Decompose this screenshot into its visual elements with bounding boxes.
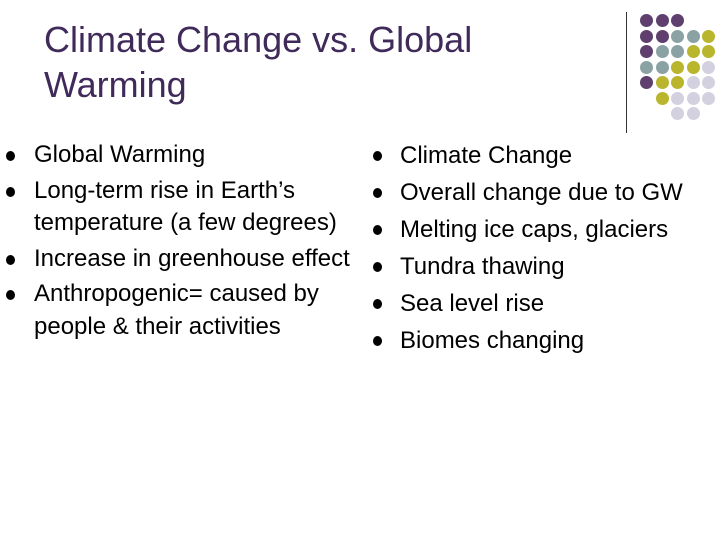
decorative-dot — [687, 92, 700, 105]
decorative-dot — [671, 14, 684, 27]
list-item-text: Overall change due to GW — [400, 179, 683, 206]
list-item-text: Tundra thawing — [400, 253, 565, 280]
decorative-dot — [671, 30, 684, 43]
decorative-dot — [656, 30, 669, 43]
list-item — [400, 250, 720, 283]
decorative-dot — [702, 92, 715, 105]
list-item-text: Anthropogenic= caused by people & their activities — [34, 280, 319, 340]
decorative-dot — [687, 107, 700, 120]
list-item — [400, 176, 720, 209]
bullet-icon — [373, 262, 382, 272]
decorative-dot — [687, 30, 700, 43]
list-item-text: Melting ice caps, glaciers — [400, 216, 669, 243]
decorative-dot — [702, 45, 715, 58]
bullet-icon — [373, 225, 382, 235]
decorative-dot — [656, 14, 669, 27]
list-item — [400, 139, 720, 172]
decorative-dot — [687, 45, 700, 58]
decorative-dot — [702, 61, 715, 74]
list-item — [400, 287, 720, 320]
list-item-text: Long-term rise in Earth’s temperature (a few degrees) — [34, 176, 337, 236]
bullet-icon — [6, 151, 15, 161]
decorative-dot — [702, 30, 715, 43]
list-item-text: Global Warming — [34, 141, 206, 168]
bullet-icon — [6, 255, 15, 265]
decorative-dot — [671, 76, 684, 89]
list-item-text: Climate Change — [400, 142, 573, 169]
bullet-icon — [6, 187, 15, 197]
bullet-icon — [373, 151, 382, 161]
bullet-icon — [6, 290, 15, 300]
decorative-dot — [671, 107, 684, 120]
list-item-text: Sea level rise — [400, 290, 545, 317]
title-divider — [626, 12, 627, 133]
decorative-dot — [640, 76, 653, 89]
list-item-text: Increase in greenhouse effect — [34, 244, 350, 272]
list-item — [400, 324, 720, 357]
list-item — [400, 213, 720, 246]
global-warming-list — [34, 139, 354, 346]
bullet-icon — [373, 336, 382, 346]
decorative-dot — [656, 76, 669, 89]
list-item — [34, 278, 354, 343]
list-item — [34, 139, 354, 172]
list-item — [34, 175, 354, 240]
bullet-icon — [373, 299, 382, 309]
decorative-dot — [671, 92, 684, 105]
decorative-dot — [656, 61, 669, 74]
list-item — [34, 243, 354, 276]
decorative-dot — [671, 61, 684, 74]
decorative-dot — [640, 45, 653, 58]
decorative-dot — [671, 45, 684, 58]
slide-title: Climate Change vs. Global Warming — [44, 19, 473, 105]
decorative-dot — [656, 92, 669, 105]
decorative-dot — [687, 61, 700, 74]
decorative-dot — [687, 76, 700, 89]
bullet-icon — [373, 188, 382, 198]
decorative-dot — [640, 30, 653, 43]
climate-change-list — [400, 139, 720, 361]
decorative-dot — [656, 45, 669, 58]
list-item-text: Biomes changing — [400, 327, 585, 354]
decorative-dot — [640, 61, 653, 74]
decorative-dot — [702, 76, 715, 89]
decorative-dot — [640, 14, 653, 27]
